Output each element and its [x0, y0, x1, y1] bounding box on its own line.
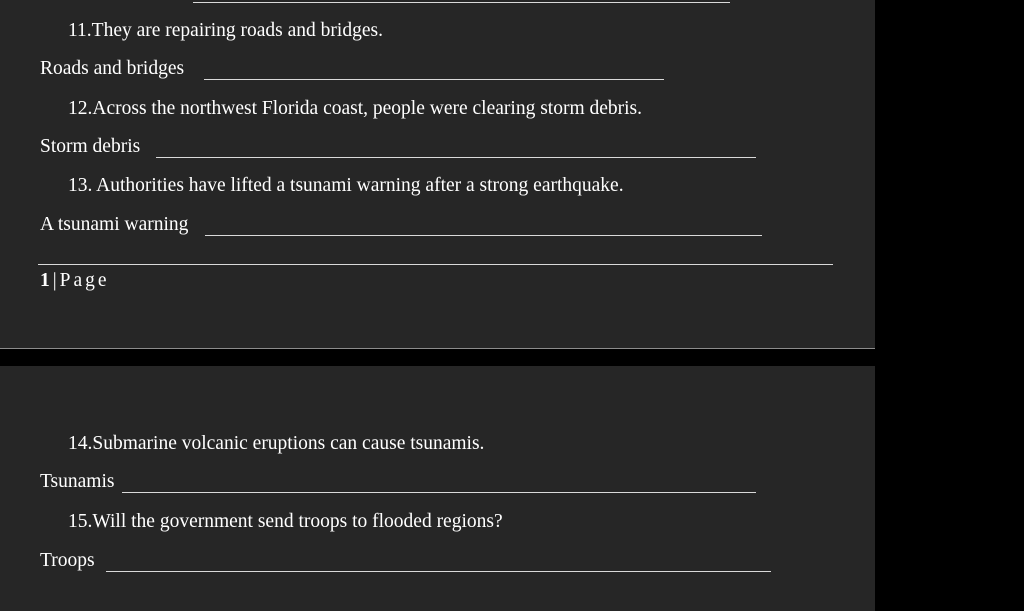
question-11-prompt: Roads and bridges — [40, 58, 185, 79]
question-12-sentence: 12.Across the northwest Florida coast, people were clearing storm debris. — [68, 98, 643, 119]
question-13-answer-line — [205, 235, 762, 236]
question-14-sentence: 14.Submarine volcanic eruptions can cause tsunamis. — [68, 433, 485, 454]
question-15-sentence: 15.Will the government send troops to flooded regions? — [68, 511, 503, 532]
question-15-prompt: Troops — [40, 550, 95, 571]
question-11-sentence: 11.They are repairing roads and bridges. — [68, 20, 383, 41]
question-13-prompt: A tsunami warning — [40, 214, 189, 235]
question-14-prompt: Tsunamis — [40, 471, 115, 492]
question-12-prompt: Storm debris — [40, 136, 141, 157]
footer-separator: | — [52, 270, 57, 291]
question-12-answer-line — [156, 157, 756, 158]
page-footer — [40, 270, 110, 292]
top-answer-line — [193, 2, 730, 3]
document-page-2 — [0, 366, 875, 611]
document-page-1 — [0, 0, 875, 348]
question-11-answer-line — [204, 79, 664, 80]
footer-rule — [38, 264, 833, 265]
footer-page-number: 1 — [40, 270, 50, 291]
question-13-sentence: 13. Authorities have lifted a tsunami warning after a strong earthquake. — [68, 175, 624, 196]
question-15-answer-line — [106, 571, 771, 572]
page-1-bottom-edge — [0, 348, 875, 349]
question-14-answer-line — [122, 492, 756, 493]
footer-page-label: Page — [59, 270, 110, 291]
